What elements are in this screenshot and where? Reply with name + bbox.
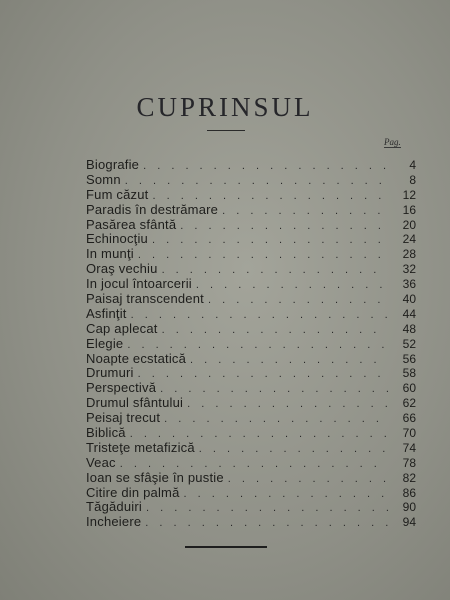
toc-entry-title: Biografie: [86, 157, 140, 172]
toc-entry: [86, 188, 416, 203]
toc-entry-title: Biblică: [86, 425, 126, 441]
toc-entry-page: 74: [402, 440, 416, 455]
leader-dots: [131, 308, 388, 323]
toc-entry-page: 78: [402, 455, 416, 470]
page-title: CUPRINSUL: [136, 92, 314, 122]
toc-entry: [86, 381, 416, 396]
toc-entry-title: Tristeţe metafizică: [86, 439, 195, 455]
toc-entry-title: Paradis în destrămare: [86, 201, 219, 217]
toc-entry-title: Perspectivă: [86, 380, 157, 396]
toc-entry-title: Oraş vechiu: [86, 261, 158, 277]
toc-entry: [86, 307, 416, 322]
toc-entry-title: Drumuri: [86, 365, 134, 381]
leader-dots: [143, 159, 388, 174]
leader-dots: [164, 412, 388, 427]
toc-entry-page: 52: [402, 336, 416, 351]
leader-dots: [160, 382, 388, 397]
toc-entry-title: Echinocţiu: [86, 231, 148, 247]
toc-entry-page: 24: [402, 232, 416, 247]
toc-entry-title: Noapte ecstatică: [86, 350, 187, 366]
toc-entry-title: Ioan se sfâşie în pustie: [86, 469, 224, 485]
toc-entry-page: 32: [402, 262, 416, 277]
toc-entry: [86, 515, 416, 530]
toc-entry-title: Veac: [86, 454, 116, 470]
leader-dots: [228, 472, 388, 487]
leader-dots: [162, 323, 388, 338]
toc-entry: [86, 247, 416, 262]
toc-entry-page: 56: [402, 351, 416, 366]
toc-entry-title: Elegie: [86, 335, 124, 351]
toc-entry: [86, 352, 416, 367]
toc-entry-title: Asfinţit: [86, 305, 127, 321]
leader-dots: [138, 367, 388, 382]
toc-entry: [86, 322, 416, 337]
toc-entry: [86, 337, 416, 352]
toc-entry: [86, 292, 416, 307]
toc-entry: [86, 396, 416, 411]
page-column-header: Pag.: [384, 137, 401, 147]
leader-dots: [190, 353, 388, 368]
leader-dots: [125, 174, 388, 189]
toc-entry: [86, 232, 416, 247]
toc-entry-page: 62: [402, 396, 416, 411]
toc-entry: [86, 366, 416, 381]
toc-entry-title: Peisaj trecut: [86, 410, 161, 426]
toc-entry-page: 20: [402, 217, 416, 232]
toc-entry-page: 16: [402, 202, 416, 217]
toc-entry-page: 12: [402, 187, 416, 202]
toc-entry-title: Fum căzut: [86, 186, 149, 202]
toc-entry-title: Tăgăduiri: [86, 499, 142, 515]
toc-entry: [86, 426, 416, 441]
toc-entry-title: Drumul sfântului: [86, 395, 184, 411]
leader-dots: [199, 442, 388, 457]
toc-entry-title: Pasărea sfântă: [86, 216, 177, 232]
leader-dots: [146, 501, 388, 516]
toc-entry: [86, 486, 416, 501]
leader-dots: [187, 397, 388, 412]
toc-entry: [86, 158, 416, 173]
toc-entry: [86, 173, 416, 188]
toc-entry-page: 36: [402, 277, 416, 292]
toc-entry: [86, 471, 416, 486]
toc-entry: [86, 203, 416, 218]
toc-entry-title: Incheiere: [86, 514, 142, 530]
toc-entry-title: In jocul întoarcerii: [86, 276, 192, 292]
toc-entry-title: Cap aplecat: [86, 320, 158, 336]
closing-rule: [185, 546, 267, 548]
leader-dots: [208, 293, 388, 308]
toc-entry-page: 44: [402, 306, 416, 321]
leader-dots: [152, 233, 388, 248]
toc-entry-title: In munţi: [86, 246, 134, 262]
toc-entry-page: 60: [402, 381, 416, 396]
toc-entry-page: 8: [409, 172, 416, 187]
toc-entry-page: 66: [402, 411, 416, 426]
leader-dots: [145, 516, 388, 531]
toc-entry-page: 28: [402, 247, 416, 262]
leader-dots: [162, 263, 388, 278]
toc-entry-page: 58: [402, 366, 416, 381]
toc-entry-page: 94: [402, 515, 416, 530]
toc-entry: [86, 218, 416, 233]
toc-entry-page: 48: [402, 321, 416, 336]
table-of-contents: [86, 158, 416, 530]
toc-entry-page: 86: [402, 485, 416, 500]
toc-entry-page: 90: [402, 500, 416, 515]
toc-entry-title: Citire din palmă: [86, 484, 180, 500]
leader-dots: [184, 487, 388, 502]
leader-dots: [222, 204, 388, 219]
toc-entry-page: 4: [409, 158, 416, 172]
leader-dots: [196, 278, 388, 293]
leader-dots: [180, 219, 388, 234]
leader-dots: [138, 248, 388, 263]
toc-entry-title: Somn: [86, 171, 121, 187]
toc-entry: [86, 277, 416, 292]
toc-entry-title: Paisaj transcendent: [86, 291, 204, 307]
toc-entry-page: 70: [402, 426, 416, 441]
title-rule: [207, 130, 245, 131]
toc-entry: [86, 500, 416, 515]
toc-entry-page: 40: [402, 292, 416, 307]
toc-entry: [86, 441, 416, 456]
toc-entry-page: 82: [402, 470, 416, 485]
toc-entry: [86, 262, 416, 277]
toc-entry: [86, 411, 416, 426]
toc-entry: [86, 456, 416, 471]
